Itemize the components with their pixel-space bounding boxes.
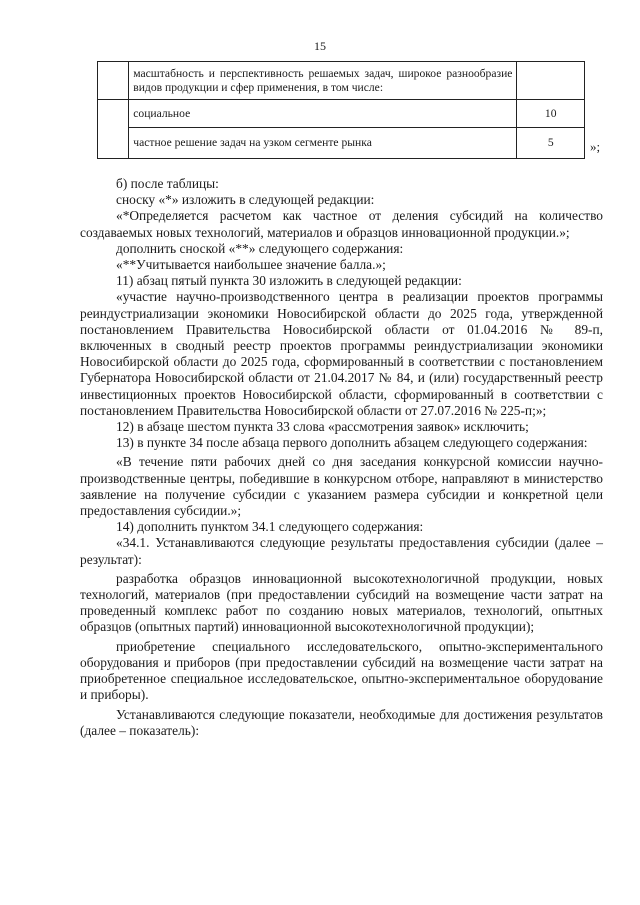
table-cell-index (98, 62, 129, 100)
page-number: 15 (314, 39, 326, 53)
document-body (80, 176, 603, 739)
table-cell-value (517, 62, 585, 100)
paragraph: разработка образцов инновационной высокотехнологичной продукции, новых технологий, материалов (при предоставлении субсидий на возмещение части затрат на проведенный комплекс работ по созданию новых материалов, технологий, опытных образцов (опытных партий) инновационной высокотехнологичной продукции); (80, 570, 603, 635)
paragraph: Устанавливаются следующие показатели, необходимые для достижения результатов (далее – показатель): (80, 706, 603, 738)
criteria-table (97, 61, 585, 159)
table-cell-index (98, 128, 129, 159)
paragraph: 11) абзац пятый пункта 30 изложить в следующей редакции: (116, 273, 462, 289)
paragraph: «В течение пяти рабочих дней со дня заседания конкурсной комиссии научно-производственные центры, победившие в конкурсном отборе, направляют в министерство заявление на получение субсидии с указанием размера субсидии и конкретной цели предоставления субсидии.»; (80, 454, 603, 519)
table-cell-index (98, 100, 129, 128)
table-cell-text: частное решение задач на узком сегменте рынка (129, 128, 517, 159)
table-row (98, 128, 585, 159)
paragraph: приобретение специального исследовательского, опытно-экспериментального оборудования и приборов (при предоставлении субсидий на возмещение части затрат на приобретенное специальное исследовательское, опытно-экспериментальное оборудование и приборы). (80, 638, 603, 703)
table-closing-quote: »; (590, 139, 601, 154)
paragraph: «**Учитывается наибольшее значение балла.»; (116, 257, 386, 273)
paragraph: «34.1. Устанавливаются следующие результаты предоставления субсидии (далее – результат): (80, 535, 603, 567)
paragraph: дополнить сноской «**» следующего содержания: (116, 240, 404, 256)
paragraph: «*Определяется расчетом как частное от деления субсидий на количество создаваемых новых технологий, материалов и образцов инновационной продукции.»; (80, 208, 603, 240)
table-row (98, 62, 585, 100)
table-cell-value: 10 (517, 100, 585, 128)
paragraph: сноску «*» изложить в следующей редакции: (116, 192, 375, 208)
paragraph: 13) в пункте 34 после абзаца первого дополнить абзацем следующего содержания: (116, 435, 588, 451)
table-cell-value: 5 (517, 128, 585, 159)
paragraph: б) после таблицы: (116, 176, 219, 191)
paragraph: «участие научно-производственного центра в реализации проектов программы реиндустриализации экономики Новосибирской области до 2025 года, утвержденной постановлением Правительства Новосибирской области от 01.04.2016 № 89-п, включенных в сводный реестр проектов программы реиндустриализации экономики Новосибирской области до 2025 года, сформированный в соответствии с постановлением Губернатора Новосибирской области от 21.04.2017 № 84, и (или) государственный реестр инвестиционных проектов Новосибирской области, сформированный в соответствии с постановлением Правительства Новосибирской области от 27.07.2016 № 225-п;»; (80, 289, 603, 418)
table-cell-text: масштабность и перспективность решаемых задач, широкое разнообразие видов продукции и сфер применения, в том числе: (129, 62, 517, 100)
table-cell-text: социальное (129, 100, 517, 128)
paragraph: 12) в абзаце шестом пункта 33 слова «рассмотрения заявок» исключить; (116, 419, 529, 435)
paragraph: 14) дополнить пунктом 34.1 следующего содержания: (116, 519, 424, 535)
table-row (98, 100, 585, 128)
